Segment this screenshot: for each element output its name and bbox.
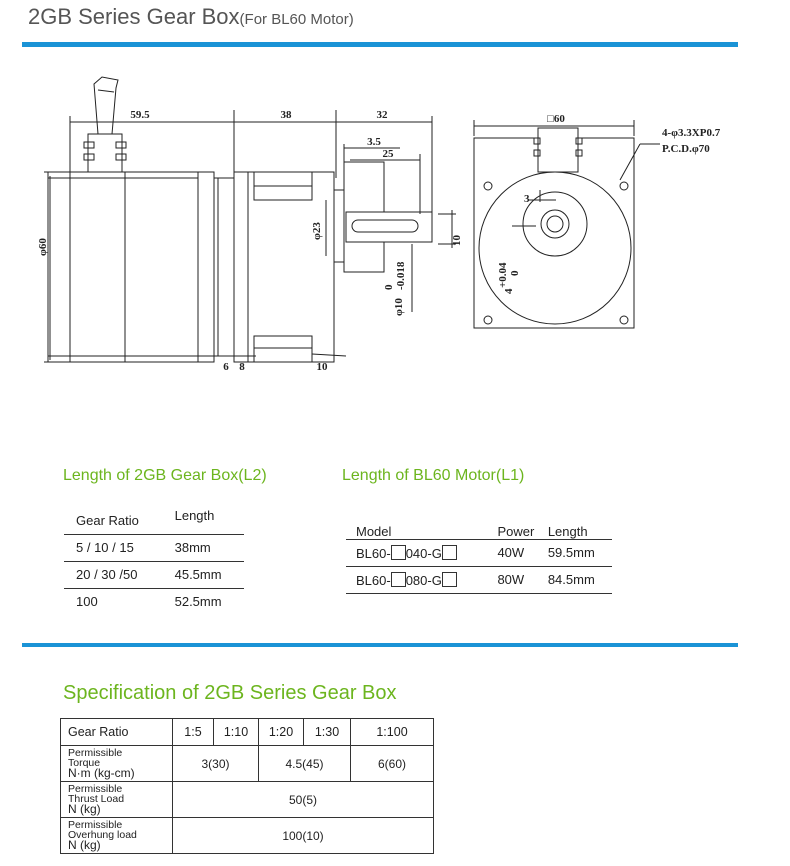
spec-col-ratio: 1:20 [259,719,304,746]
dim-shaft-phi-10: φ10 [393,298,405,316]
label-line: N·m (kg-cm) [68,766,135,780]
section-divider [22,643,738,647]
spec-value: 100(10) [173,818,434,854]
table-cell: 59.5mm [547,545,595,560]
dim-shaft-tol-top: 0 [383,284,395,290]
technical-drawing [0,50,790,380]
col-length: Length [174,508,215,523]
gearbox-length-heading: Length of 2GB Gear Box(L2) [63,467,267,484]
label-line: N (kg) [68,838,101,852]
spec-label-overhung [61,818,173,854]
dim-32: 32 [376,109,388,121]
dim-25: 25 [382,148,394,160]
dim-10-shaft: 10 [451,235,463,246]
table-cell: 20 / 30 /50 [76,567,138,582]
col-model: Model [356,523,392,539]
dim-3: 3 [524,193,530,205]
spec-col-ratio: 1:10 [214,719,259,746]
spec-label-thrust [61,782,173,818]
dim-38: 38 [280,109,292,121]
spec-col-gear-ratio: Gear Ratio [61,719,173,746]
dim-holes: 4-φ3.3XP0.7 [662,127,721,139]
model-prefix: BL60- [356,572,391,588]
spec-heading: Specification of 2GB Series Gear Box [63,682,397,704]
label-line: Torque [68,757,101,769]
label-line: Permissible [68,783,123,795]
label-line: N (kg) [68,802,101,816]
dim-square-60: □60 [547,113,565,125]
spec-value: 4.5(45) [259,746,351,782]
page-title [28,4,354,30]
dim-phi-60: φ60 [37,238,49,256]
dim-59-5: 59.5 [130,109,150,121]
gearbox-length-table [64,508,244,615]
table-cell: 100 [76,594,98,610]
table-cell: 38mm [174,540,211,555]
table-cell: 80W [497,572,525,587]
model-suffix: 080-G [405,572,442,588]
spec-value: 3(30) [173,746,259,782]
model-prefix: BL60- [356,545,391,561]
placeholder-box [391,572,406,587]
dim-key-4: 4 [503,288,515,294]
col-length: Length [547,523,588,539]
spec-col-ratio: 1:100 [351,719,434,746]
dim-3-5: 3.5 [367,136,381,148]
table-cell: 45.5mm [174,567,222,582]
spec-label-torque [61,746,173,782]
table-cell: 40W [497,545,525,560]
placeholder-box [442,572,457,587]
col-gear-ratio: Gear Ratio [76,513,139,529]
spec-col-ratio: 1:5 [173,719,214,746]
dim-key-tol-bottom: 0 [509,270,521,276]
label-line: Thrust Load [68,793,125,805]
dim-shaft-tol-bottom: -0.018 [395,261,407,290]
dim-phi-23: φ23 [311,222,323,240]
model-suffix: 040-G [405,545,442,561]
title-main: 2GB Series Gear Box [28,4,240,29]
placeholder-box [442,545,457,560]
label-line: Overhung load [68,829,137,841]
dim-pcd: P.C.D.φ70 [662,143,710,155]
label-line: Permissible [68,819,123,831]
label-line: Permissible [68,747,123,759]
col-power: Power [497,523,535,539]
spec-table [60,718,434,854]
motor-length-table [346,515,612,594]
placeholder-box [391,545,406,560]
motor-length-heading: Length of BL60 Motor(L1) [342,467,525,484]
title-subtitle: (For BL60 Motor) [239,11,354,28]
table-cell: 5 / 10 / 15 [76,540,134,555]
spec-value: 6(60) [351,746,434,782]
dim-key-tol-top: +0.04 [497,262,509,288]
table-cell: 84.5mm [547,572,595,587]
dim-6: 6 [223,361,229,373]
top-divider [22,42,738,47]
table-cell: 52.5mm [174,594,222,610]
dim-10-bottom: 10 [316,361,328,373]
dim-8: 8 [239,361,245,373]
spec-col-ratio: 1:30 [304,719,351,746]
spec-value: 50(5) [173,782,434,818]
